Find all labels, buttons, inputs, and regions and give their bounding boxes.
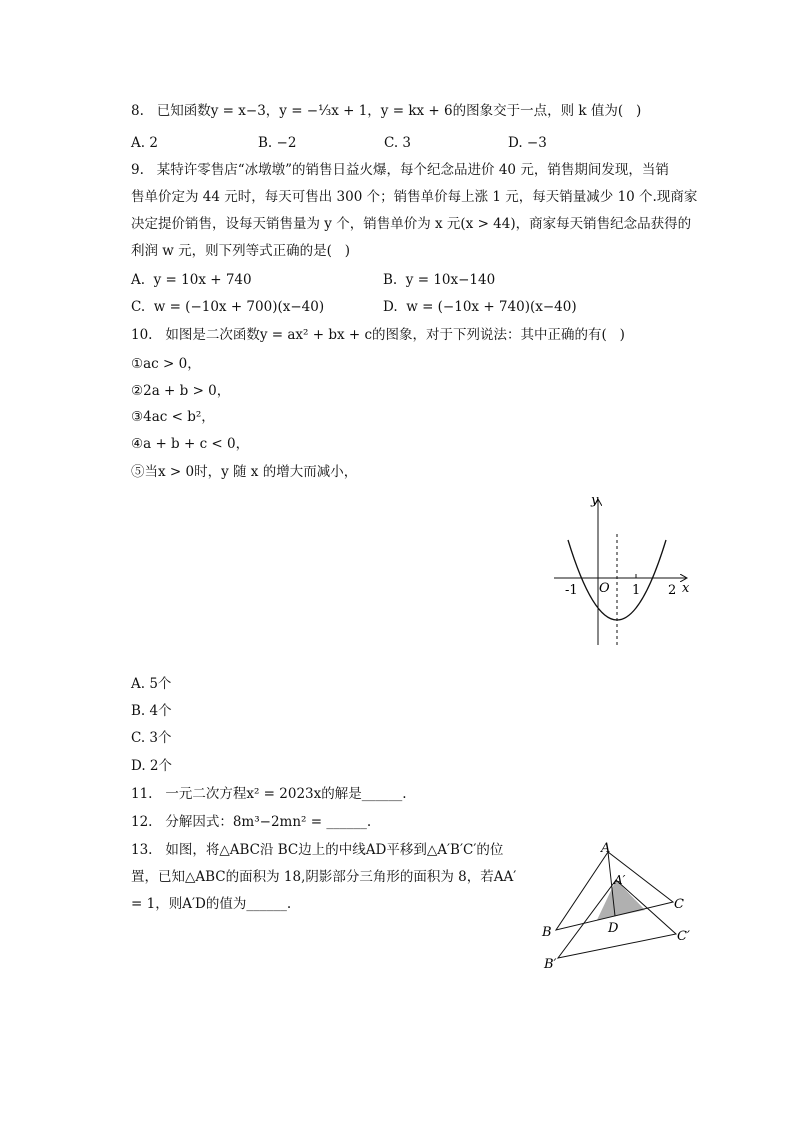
- parabola-graph: [548, 490, 698, 650]
- label-b-prime: B′: [544, 957, 557, 972]
- q9-option-a: A. y = 10x + 740: [131, 272, 252, 288]
- label-d: D: [608, 921, 619, 936]
- q9-line-3: 决定提价销售，设每天销售量为 y 个，销售单价为 x 元(x > 44)，商家每天销售纪念品获得的: [131, 216, 692, 232]
- tick-1-label: 1: [632, 583, 641, 598]
- q10-statement-4: ④a + b + c < 0，: [131, 436, 250, 452]
- label-a-prime: A′: [614, 873, 626, 887]
- q8-option-d: D. −3: [508, 135, 547, 151]
- q10-option-d: D. 2个: [131, 758, 173, 774]
- triangle-translation-figure: [538, 840, 713, 975]
- q8-stem: 8. 已知函数y = x−3，y = −⅓x + 1，y = kx + 6的图象交于一点，则 k 值为( ): [131, 103, 642, 119]
- q9-option-d: D. w = (−10x + 740)(x−40): [383, 299, 577, 315]
- label-c: C: [674, 897, 684, 912]
- q13-line-1: 13. 如图，将△ABC沿 BC边上的中线AD平移到△A′B′C′的位: [131, 842, 504, 858]
- origin-label: O: [599, 581, 610, 596]
- q10-statement-3: ③4ac < b²，: [131, 409, 215, 425]
- q11-stem: 11. 一元二次方程x² = 2023x的解是______.: [131, 786, 407, 802]
- q8-option-a: A. 2: [131, 135, 158, 151]
- q9-line-1: 9. 某特许零售店“冰墩墩”的销售日益火爆，每个纪念品进价 40 元，销售期间发现，当销: [131, 162, 669, 178]
- q10-statement-1: ①ac > 0，: [131, 356, 201, 372]
- q8-option-c: C. 3: [384, 135, 412, 151]
- q10-stem: 10. 如图是二次函数y = ax² + bx + c的图象，对于下列说法：其中正确的有( ): [131, 327, 625, 343]
- q9-line-2: 售单价定为 44 元时，每天可售出 300 个；销售单价每上涨 1 元，每天销量减少 10 个.现商家: [131, 189, 698, 205]
- q12-stem: 12. 分解因式：8m³−2mn² = ______.: [131, 814, 372, 830]
- tick-2-label: 2: [668, 583, 677, 598]
- q9-option-c: C. w = (−10x + 700)(x−40): [131, 299, 325, 315]
- q10-statement-2: ②2a + b > 0，: [131, 383, 231, 399]
- y-axis-label: y: [591, 493, 599, 508]
- q9-line-4: 利润 w 元，则下列等式正确的是( ): [131, 243, 351, 259]
- label-c-prime: C′: [677, 929, 690, 944]
- q8-option-b: B. −2: [258, 135, 297, 151]
- tick-neg1-label: -1: [565, 583, 578, 598]
- label-b: B: [542, 925, 552, 940]
- q10-option-a: A. 5个: [131, 676, 172, 692]
- q9-option-b: B. y = 10x−140: [383, 272, 496, 288]
- q13-line-3: = 1，则A′D的值为______.: [131, 896, 292, 912]
- q10-option-c: C. 3个: [131, 730, 172, 746]
- q10-option-b: B. 4个: [131, 703, 172, 719]
- label-a: A: [601, 841, 611, 856]
- q13-line-2: 置，已知△ABC的面积为 18,阴影部分三角形的面积为 8，若AA′: [131, 869, 517, 885]
- x-axis-label: x: [682, 581, 690, 596]
- q10-statement-5: ⑤当x > 0时，y 随 x 的增大而减小，: [131, 464, 358, 480]
